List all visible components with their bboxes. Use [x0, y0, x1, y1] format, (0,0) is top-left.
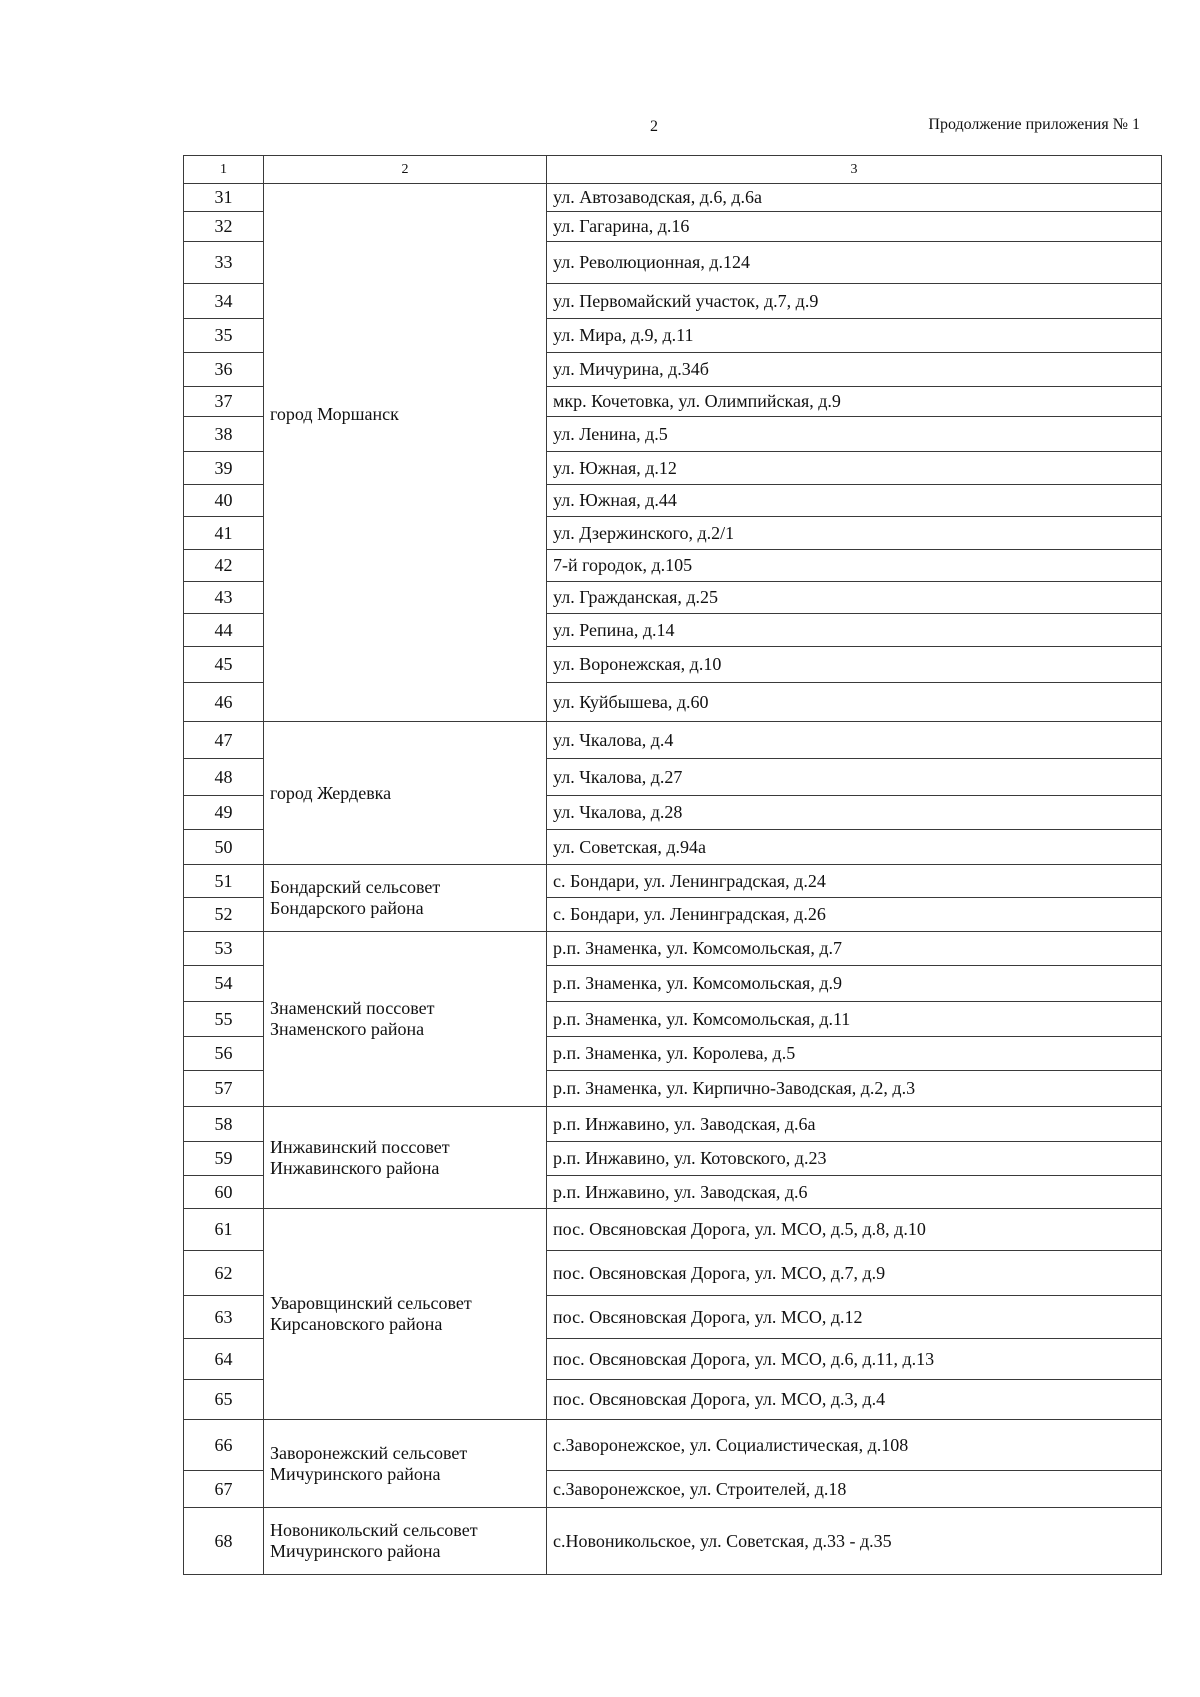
row-number: 65	[184, 1380, 264, 1420]
row-number: 63	[184, 1296, 264, 1339]
row-number: 60	[184, 1176, 264, 1209]
address-cell: ул. Ленина, д.5	[547, 417, 1162, 452]
municipality-name-line: Мичуринского района	[270, 1463, 441, 1484]
row-number: 66	[184, 1420, 264, 1471]
municipality-cell	[264, 865, 547, 932]
row-number: 64	[184, 1339, 264, 1380]
address-cell: ул. Революционная, д.124	[547, 242, 1162, 284]
address-cell: ул. Советская, д.94а	[547, 830, 1162, 865]
address-cell: с.Заворонежское, ул. Строителей, д.18	[547, 1471, 1162, 1508]
row-number: 51	[184, 865, 264, 898]
row-number: 42	[184, 550, 264, 582]
address-cell: ул. Чкалова, д.4	[547, 722, 1162, 759]
municipality-cell	[264, 1420, 547, 1508]
address-cell: р.п. Инжавино, ул. Заводская, д.6	[547, 1176, 1162, 1209]
row-number: 50	[184, 830, 264, 865]
address-cell: ул. Гражданская, д.25	[547, 582, 1162, 614]
row-number: 62	[184, 1251, 264, 1296]
municipality-name-line: Мичуринского района	[270, 1541, 441, 1561]
row-number: 52	[184, 898, 264, 932]
row-number: 36	[184, 353, 264, 387]
address-cell: пос. Овсяновская Дорога, ул. МСО, д.7, д.9	[547, 1251, 1162, 1296]
row-number: 48	[184, 759, 264, 796]
table-row	[184, 722, 1162, 759]
row-number: 46	[184, 683, 264, 722]
row-number: 37	[184, 387, 264, 417]
table-row	[184, 1107, 1162, 1142]
municipality-name-line: Бондарский сельсовет	[270, 877, 441, 897]
row-number: 39	[184, 452, 264, 485]
address-cell: р.п. Инжавино, ул. Котовского, д.23	[547, 1142, 1162, 1176]
row-number: 31	[184, 184, 264, 212]
address-cell: ул. Гагарина, д.16	[547, 212, 1162, 242]
row-number: 35	[184, 319, 264, 353]
address-cell: ул. Репина, д.14	[547, 614, 1162, 647]
row-number: 57	[184, 1071, 264, 1107]
address-cell: с.Заворонежское, ул. Социалистическая, д.108	[547, 1420, 1162, 1471]
address-cell: ул. Автозаводская, д.6, д.6а	[547, 184, 1162, 212]
address-cell: ул. Южная, д.44	[547, 485, 1162, 517]
column-number-3: 3	[547, 156, 1162, 184]
address-cell: 7-й городок, д.105	[547, 550, 1162, 582]
address-cell: с. Бондари, ул. Ленинградская, д.26	[547, 898, 1162, 932]
municipality-name-line: Инжавинский поссовет	[270, 1136, 450, 1157]
address-cell: р.п. Знаменка, ул. Комсомольская, д.11	[547, 1002, 1162, 1037]
table-row	[184, 1420, 1162, 1471]
row-number: 53	[184, 932, 264, 966]
address-cell: р.п. Знаменка, ул. Комсомольская, д.7	[547, 932, 1162, 966]
address-cell: пос. Овсяновская Дорога, ул. МСО, д.6, д.11, д.13	[547, 1339, 1162, 1380]
municipality-name-line: Бондарского района	[270, 898, 424, 918]
municipality-name-line: Знаменский поссовет	[270, 998, 435, 1018]
row-number: 33	[184, 242, 264, 284]
appendix-continuation-header: Продолжение приложения № 1	[928, 116, 1140, 133]
address-cell: ул. Чкалова, д.28	[547, 796, 1162, 830]
row-number: 43	[184, 582, 264, 614]
page-number: 2	[650, 118, 658, 135]
address-cell: ул. Первомайский участок, д.7, д.9	[547, 284, 1162, 319]
table-row	[184, 1508, 1162, 1575]
row-number: 54	[184, 966, 264, 1002]
row-number: 59	[184, 1142, 264, 1176]
row-number: 61	[184, 1209, 264, 1251]
municipality-name-line: город Жердевка	[270, 782, 392, 803]
address-cell: ул. Мира, д.9, д.11	[547, 319, 1162, 353]
row-number: 40	[184, 485, 264, 517]
row-number: 45	[184, 647, 264, 683]
municipality-name-line: Знаменского района	[270, 1019, 425, 1039]
municipality-name-line: Уваровщинский сельсовет	[270, 1293, 472, 1313]
address-cell: ул. Куйбышева, д.60	[547, 683, 1162, 722]
row-number: 56	[184, 1037, 264, 1071]
row-number: 47	[184, 722, 264, 759]
row-number: 38	[184, 417, 264, 452]
column-number-1: 1	[184, 156, 264, 184]
address-cell: ул. Южная, д.12	[547, 452, 1162, 485]
municipality-name-line: Кирсановского района	[270, 1314, 443, 1334]
address-cell: р.п. Знаменка, ул. Кирпично-Заводская, д.2, д.3	[547, 1071, 1162, 1107]
municipality-cell	[264, 932, 547, 1107]
row-number: 44	[184, 614, 264, 647]
municipality-name-line: Новоникольский сельсовет	[270, 1520, 478, 1540]
address-cell: пос. Овсяновская Дорога, ул. МСО, д.12	[547, 1296, 1162, 1339]
row-number: 55	[184, 1002, 264, 1037]
row-number: 41	[184, 517, 264, 550]
municipality-cell	[264, 1209, 547, 1420]
table-row	[184, 932, 1162, 966]
municipality-name-line: Инжавинского района	[270, 1157, 440, 1178]
row-number: 34	[184, 284, 264, 319]
row-number: 58	[184, 1107, 264, 1142]
address-cell: с.Новоникольское, ул. Советская, д.33 - д.35	[547, 1508, 1162, 1575]
address-cell: ул. Чкалова, д.27	[547, 759, 1162, 796]
address-cell: р.п. Инжавино, ул. Заводская, д.6а	[547, 1107, 1162, 1142]
row-number: 32	[184, 212, 264, 242]
address-cell: ул. Дзержинского, д.2/1	[547, 517, 1162, 550]
address-cell: р.п. Знаменка, ул. Королева, д.5	[547, 1037, 1162, 1071]
column-number-row	[184, 156, 1162, 184]
municipality-cell	[264, 184, 547, 722]
row-number: 49	[184, 796, 264, 830]
row-number: 68	[184, 1508, 264, 1575]
municipality-cell	[264, 1107, 547, 1209]
column-number-2: 2	[264, 156, 547, 184]
address-cell: с. Бондари, ул. Ленинградская, д.24	[547, 865, 1162, 898]
address-cell: мкр. Кочетовка, ул. Олимпийская, д.9	[547, 387, 1162, 417]
address-cell: р.п. Знаменка, ул. Комсомольская, д.9	[547, 966, 1162, 1002]
table-row	[184, 184, 1162, 212]
addresses-table	[183, 155, 1162, 1575]
row-number: 67	[184, 1471, 264, 1508]
municipality-cell	[264, 1508, 547, 1575]
address-cell: пос. Овсяновская Дорога, ул. МСО, д.3, д.4	[547, 1380, 1162, 1420]
address-cell: ул. Мичурина, д.34б	[547, 353, 1162, 387]
address-cell: ул. Воронежская, д.10	[547, 647, 1162, 683]
municipality-cell	[264, 722, 547, 865]
municipality-name-line: Заворонежский сельсовет	[270, 1442, 468, 1463]
table-row	[184, 865, 1162, 898]
address-cell: пос. Овсяновская Дорога, ул. МСО, д.5, д.8, д.10	[547, 1209, 1162, 1251]
municipality-name-line: город Моршанск	[270, 404, 399, 424]
table-row	[184, 1209, 1162, 1251]
